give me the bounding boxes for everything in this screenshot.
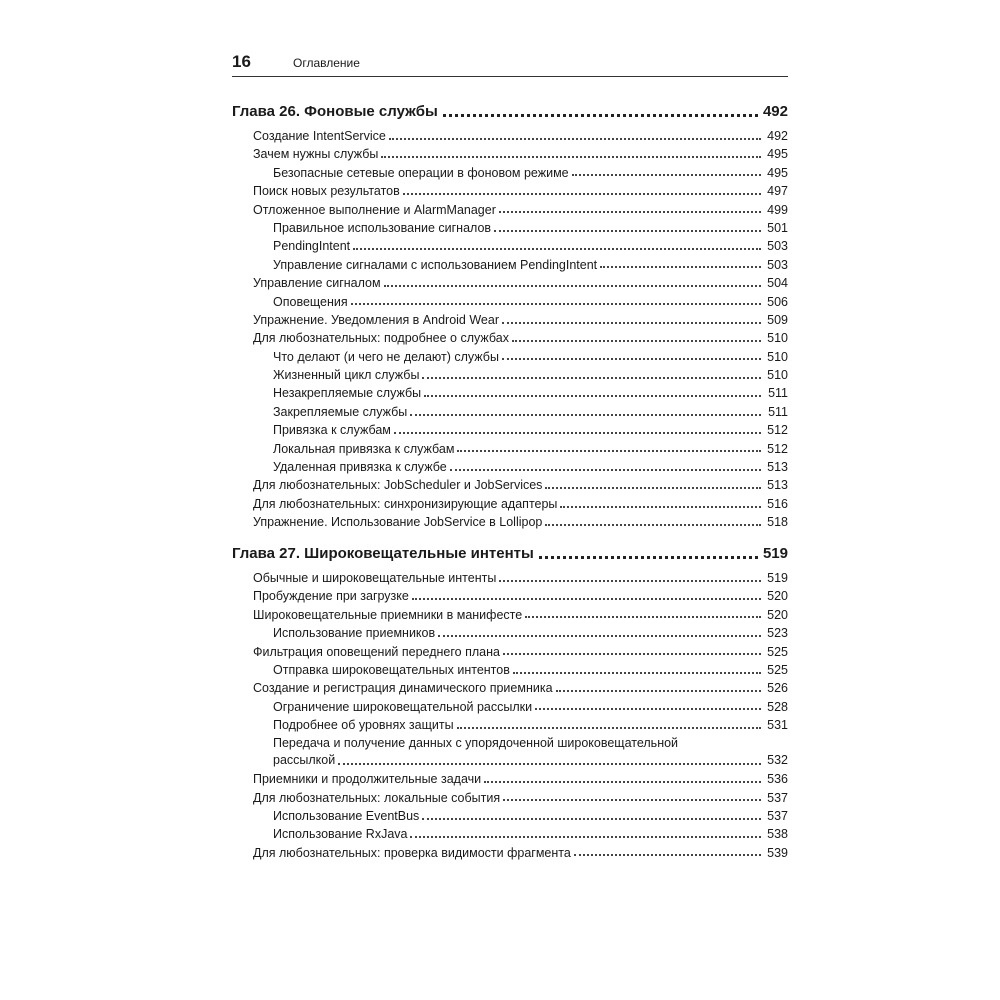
dot-leader [535,708,761,710]
entry-title: Управление сигналами с использованием PendingIntent [273,257,598,272]
entry-title: Создание IntentService [253,129,386,143]
chapter-page: 492 [762,103,788,120]
toc-entry[interactable] [232,807,788,825]
entry-title-continuation-line [273,752,788,770]
entry-page: 516 [767,496,788,511]
chapter-title: Глава 26. Фоновые службы [232,103,438,120]
dot-leader [422,377,761,379]
chapter-heading[interactable] [232,102,788,122]
entry-page: 506 [767,294,788,309]
toc-entry[interactable] [232,256,788,274]
toc-entry[interactable] [232,513,788,531]
entry-page: 520 [767,589,788,604]
entry-title: Зачем нужны службы [253,147,379,162]
entry-title: Для любознательных: синхронизирующие адаптеры [253,496,558,511]
entry-title: Поиск новых результатов [253,184,400,199]
toc-entry[interactable] [232,274,788,292]
dot-leader [443,114,758,117]
dot-leader [539,556,758,559]
entry-page: 510 [767,331,788,346]
toc-entry[interactable] [232,844,788,862]
dot-leader [484,781,761,783]
entry-title: Для любознательных: подробнее о службах [253,331,509,346]
dot-leader [389,138,761,140]
entry-page: 536 [767,772,788,787]
dot-leader [351,303,761,305]
toc-entry[interactable] [232,182,788,200]
entry-title: Упражнение. Уведомления в Android Wear [253,312,499,327]
toc-entry[interactable] [232,698,788,716]
entry-title: Что делают (и чего не делают) службы [273,349,499,364]
entry-page: 512 [767,423,788,438]
toc-entry[interactable] [232,495,788,513]
entry-title-continuation: рассылкой [273,753,336,768]
entry-title: Использование RxJava [273,827,408,842]
dot-leader [394,432,761,434]
entry-page: 520 [767,607,788,622]
dot-leader [381,156,761,158]
toc-entry[interactable] [232,624,788,642]
dot-leader [502,322,761,324]
toc-entry[interactable] [232,661,788,679]
toc-entry[interactable] [232,476,788,494]
dot-leader [450,469,761,471]
dot-leader [512,340,761,342]
toc-entry[interactable] [232,440,788,458]
toc-entry[interactable] [232,569,788,587]
entry-page: 492 [767,129,788,143]
dot-leader [572,174,761,176]
entry-page: 513 [767,460,788,475]
toc-entry[interactable] [232,606,788,624]
toc-entry[interactable] [232,201,788,219]
entry-title: Для любознательных: локальные события [253,790,501,805]
entry-page: 511 [768,404,788,419]
entry-title: Управление сигналом [253,276,381,291]
entry-title: Создание и регистрация динамического приемника [253,681,553,696]
chapter-heading[interactable] [232,544,788,564]
dot-leader [338,763,761,765]
entry-title: Использование EventBus [273,808,420,823]
entry-title: Для любознательных: JobScheduler и JobServices [253,478,543,493]
entry-title: PendingIntent [273,239,351,254]
entry-page: 539 [767,845,788,860]
chapter-page: 519 [762,545,788,562]
entry-page: 519 [767,571,788,585]
toc-entry[interactable] [232,164,788,182]
dot-leader [353,248,761,250]
entry-page: 523 [767,626,788,641]
toc-entry[interactable] [232,770,788,788]
toc-entry[interactable] [232,219,788,237]
chapter-title: Глава 27. Широковещательные интенты [232,545,534,562]
entry-page: 495 [767,147,788,162]
toc-entry[interactable] [232,311,788,329]
dot-leader [422,818,761,820]
entry-title: Жизненный цикл службы [273,368,420,383]
entry-page: 526 [767,681,788,696]
entry-page: 511 [768,386,788,401]
toc-entries [232,569,788,862]
toc-entry[interactable] [232,587,788,605]
entry-page: 528 [767,699,788,714]
entry-title: Отложенное выполнение и AlarmManager [253,202,496,217]
entry-title: Фильтрация оповещений переднего плана [253,644,500,659]
toc-entry[interactable] [232,458,788,476]
entry-title: Обычные и широковещательные интенты [253,571,497,585]
entry-page: 495 [767,165,788,180]
running-header-title: Оглавление [293,56,360,70]
toc-entry[interactable] [232,348,788,366]
entry-page: 532 [767,753,788,768]
entry-title: Использование приемников [273,626,436,641]
entry-title: Ограничение широковещательной рассылки [273,699,533,714]
entry-title: Незакрепляемые службы [273,386,422,401]
entry-title: Упражнение. Использование JobService в Lollipop [253,515,543,530]
toc-entry[interactable] [232,237,788,255]
dot-leader [502,358,761,360]
entry-page: 503 [767,239,788,254]
toc-entry[interactable] [232,293,788,311]
entry-title: Приемники и продолжительные задачи [253,772,482,787]
entry-page: 525 [767,644,788,659]
entry-page: 518 [767,515,788,530]
toc-entry[interactable] [232,127,788,145]
entry-page: 537 [767,790,788,805]
entry-page: 538 [767,827,788,842]
entry-page: 525 [767,662,788,677]
page-number: 16 [232,52,251,71]
dot-leader [560,506,761,508]
entry-title: Передача и получение данных с упорядоченной широковещательной [273,735,679,750]
dot-leader [503,799,761,801]
entry-title: Безопасные сетевые операции в фоновом режиме [273,165,569,180]
dot-leader [525,616,761,618]
entry-page: 537 [767,808,788,823]
entry-title: Привязка к службам [273,423,391,438]
dot-leader [457,727,761,729]
dot-leader [556,690,761,692]
entry-page: 510 [767,368,788,383]
toc-entry[interactable] [232,329,788,347]
toc-entry[interactable] [232,403,788,421]
toc-entry[interactable] [232,643,788,661]
entry-title: Удаленная привязка к службе [273,460,447,475]
entry-page: 513 [767,478,788,493]
toc-entry[interactable] [232,145,788,163]
dot-leader [403,193,761,195]
toc-entry[interactable] [232,825,788,843]
running-header [232,50,788,77]
entry-title: Пробуждение при загрузке [253,589,409,604]
entry-title: Отправка широковещательных интентов [273,662,510,677]
toc-entry[interactable] [232,384,788,402]
entry-page: 503 [767,257,788,272]
dot-leader [600,266,761,268]
entry-page: 531 [767,718,788,733]
entry-title: Правильное использование сигналов [273,220,492,235]
chapter-26 [232,102,788,532]
dot-leader [503,653,761,655]
dot-leader [499,211,761,213]
dot-leader [545,524,761,526]
dot-leader [410,414,761,416]
dot-leader [410,836,761,838]
entry-title: Локальная привязка к службам [273,441,455,456]
toc-entry[interactable] [232,789,788,807]
toc-entry[interactable] [232,735,788,771]
dot-leader [499,580,761,582]
toc-entries [232,127,788,532]
toc-entry[interactable] [232,679,788,697]
entry-title: Для любознательных: проверка видимости фрагмента [253,845,571,860]
dot-leader [545,487,761,489]
dot-leader [438,635,761,637]
entry-page: 509 [767,312,788,327]
entry-page: 512 [767,441,788,456]
entry-title: Подробнее об уровнях защиты [273,718,454,733]
entry-page: 499 [767,202,788,217]
dot-leader [412,598,761,600]
toc-entry[interactable] [232,366,788,384]
chapter-27 [232,544,788,862]
dot-leader [494,230,761,232]
toc-entry[interactable] [232,716,788,734]
entry-page: 504 [767,276,788,291]
entry-page: 510 [767,349,788,364]
entry-page: 497 [767,184,788,199]
dot-leader [384,285,761,287]
entry-page: 501 [767,220,788,235]
dot-leader [457,450,761,452]
entry-title: Закрепляемые службы [273,404,408,419]
entry-title: Широковещательные приемники в манифесте [253,607,523,622]
toc-entry[interactable] [232,421,788,439]
dot-leader [513,672,761,674]
dot-leader [574,854,761,856]
entry-title: Оповещения [273,294,348,309]
dot-leader [424,395,761,397]
